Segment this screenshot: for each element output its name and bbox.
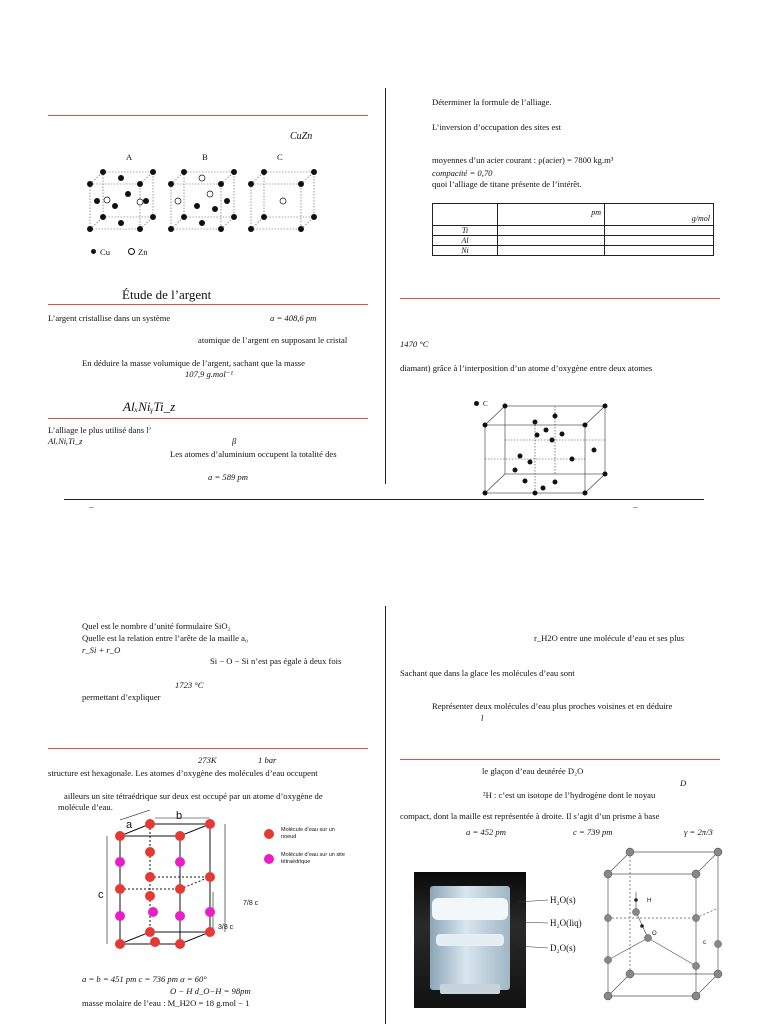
- glass-base: [440, 984, 500, 994]
- d2o-ice: [436, 934, 504, 946]
- d2o-a-value: a = 452 pm: [466, 827, 506, 837]
- sio2-question-1: Quel est le nombre d’unité formulaire SiO₂: [82, 621, 231, 631]
- diamond-text: diamant) grâce à l’interposition d’un atome d’oxygène entre deux atomes: [400, 363, 653, 373]
- cube-label-c: C: [277, 152, 283, 162]
- photo-label-h2o-solid: H₂O(s): [550, 895, 576, 905]
- sio2-melting-temp: 1723 °C: [175, 680, 204, 690]
- ice-text-3: molécule d’eau.: [58, 802, 113, 812]
- ice-parameters: a = b = 451 pm c = 736 pm α = 60°: [82, 974, 207, 984]
- radius-sum: r_Si + r_O: [82, 645, 121, 655]
- photo-pointer-lines: [518, 896, 548, 956]
- separator-line: [400, 298, 720, 299]
- si-o-si-text: Si − O − Si n’est pas égale à deux fois: [210, 656, 342, 666]
- ice-glass-photo: [414, 872, 526, 1008]
- table-header-cell: [433, 204, 498, 226]
- separator-line: [48, 748, 368, 749]
- legend-zn-label: Zn: [138, 247, 148, 257]
- separator-line: [48, 418, 368, 419]
- photo-label-h2o-liquid: H₂O(liq): [550, 918, 582, 928]
- cube-label-a: A: [126, 152, 133, 162]
- ice-text-2: ailleurs un site tétraédrique sur deux est occupé par un atome d’oxygène de: [64, 791, 323, 801]
- page1-column-divider: [385, 88, 386, 484]
- heading-alloy-formula: AlₓNiᵧTi_z: [123, 399, 176, 414]
- separator-line: [48, 304, 368, 305]
- heading-argent: Étude de l’argent: [122, 287, 212, 302]
- oh-distance: O − H d_O−H = 98pm: [170, 986, 251, 996]
- page2-column-divider: [385, 606, 386, 1024]
- separator-line: [400, 759, 720, 760]
- legend-node-label: Molécule d’eau sur un noeud: [281, 827, 335, 840]
- compacity-text: compacité = 0,70: [432, 168, 493, 178]
- table-row-label: Ti: [433, 226, 498, 236]
- legend-c-dot: [474, 401, 479, 406]
- fig-label-7-8c: 7/8 c: [243, 900, 259, 907]
- separator-line: [48, 115, 368, 116]
- ice-molecules-text: Sachant que dans la glace les molécules d’eau sont: [400, 668, 575, 678]
- node-molecules: [115, 819, 215, 949]
- ice-pressure: 1 bar: [258, 755, 277, 765]
- sio2-explain-text: permettant d’expliquer: [82, 692, 161, 702]
- page1-footer-left: –: [89, 501, 94, 511]
- distance-l: l: [481, 713, 484, 723]
- cell-label-h: H: [647, 898, 652, 904]
- rh2o-text: r_H2O entre une molécule d’eau et ses plus: [534, 633, 685, 643]
- table-row-label: Al: [433, 236, 498, 246]
- cuzn-label: CuZn: [290, 131, 313, 142]
- legend-node-dot: [264, 829, 274, 839]
- neighbours-text: Représenter deux molécules d’eau plus proches voisines et en déduire: [432, 701, 673, 711]
- legend-tetra-label: Molécule d’eau sur un site tétraédrique: [281, 852, 345, 865]
- diamond-cell-figure: [480, 400, 620, 500]
- alloy-data-table: [432, 203, 714, 256]
- d2o-title: le glaçon d’eau deutérée D₂O: [482, 766, 584, 776]
- cell-label-c: c: [703, 940, 706, 946]
- fig-label-c: c: [98, 889, 104, 901]
- table-header-cell: pm: [498, 204, 605, 226]
- cube-label-b: B: [202, 152, 208, 162]
- d2o-cell-figure: [598, 848, 728, 1028]
- interest-text: quoi l’alliage de titane présente de l’intérêt.: [432, 179, 582, 189]
- argent-text-2: atomique de l’argent en supposant le cristal: [198, 335, 348, 345]
- ice-temperature: 273K: [198, 755, 217, 765]
- alloy-lattice-value: a = 589 pm: [208, 472, 248, 482]
- alloy-formula-inline: AlₓNiᵧTi_z: [48, 436, 83, 446]
- ice-layer: [432, 898, 508, 920]
- legend-tetra-dot: [264, 854, 274, 864]
- sio2-question-2: Quelle est la relation entre l’arête de la maille a₀: [82, 633, 248, 643]
- ice-text-1: structure est hexagonale. Les atomes d’oxygène des molécules d’eau occupent: [48, 768, 318, 778]
- alloy-q-formula: Déterminer la formule de l’alliage.: [432, 97, 552, 107]
- d2o-gamma-value: γ = 2π/3: [684, 827, 713, 837]
- legend-zn-dot: [128, 248, 135, 255]
- argent-lattice-value: a = 408,6 pm: [270, 313, 317, 323]
- cuzn-cubes-figure: [85, 164, 345, 244]
- deuterium-symbol: D: [680, 778, 687, 788]
- beta-phase: β: [232, 436, 237, 446]
- alloy-text-1: L’alliage le plus utilisé dans l’: [48, 425, 152, 435]
- water-molar-mass: masse molaire de l’eau : M_H2O = 18 g.mol − 1: [82, 998, 250, 1008]
- compact-text: compact, dont la maille est représentée à droite. Il s’agit d’un prisme à base: [400, 811, 660, 821]
- cell-label-o: O: [652, 931, 657, 937]
- fig-label-3-8c: 3/8 c: [218, 924, 234, 931]
- diamond-atoms: [483, 404, 608, 496]
- melting-temp: 1470 °C: [400, 339, 429, 349]
- page1-bottom-rule: [64, 499, 704, 500]
- legend-cu-label: Cu: [100, 247, 111, 257]
- alloy-text-2: Les atomes d’aluminium occupent la totalité des: [170, 449, 337, 459]
- legend-cu-dot: [91, 249, 96, 254]
- table-row-label: Ni: [433, 246, 498, 256]
- legend-c-label: C: [483, 400, 488, 408]
- d2o-atoms: [604, 848, 722, 1000]
- fig-label-a: a: [126, 819, 133, 831]
- table-header-cell: g/mol: [605, 204, 714, 226]
- fig-label-b: b: [176, 810, 183, 822]
- argent-text-1: L’argent cristallise dans un système: [48, 313, 171, 323]
- photo-label-d2o-solid: D₂O(s): [550, 943, 576, 953]
- d2o-c-value: c = 739 pm: [573, 827, 613, 837]
- page1-footer-right: –: [633, 501, 638, 511]
- argent-molar-mass: 107,9 g.mol⁻¹: [185, 369, 233, 379]
- deuterium-text: ²H : c’est un isotope de l’hydrogène dont le noyau: [483, 790, 656, 800]
- inversion-text: L’inversion d’occupation des sites est: [432, 122, 562, 132]
- hexagonal-ice-cell-figure: [95, 814, 275, 964]
- acier-density-text: moyennes d’un acier courant : ρ(acier) = 7800 kg.m³: [432, 155, 614, 165]
- argent-text-3: En déduire la masse volumique de l’argent, sachant que la masse: [82, 358, 305, 368]
